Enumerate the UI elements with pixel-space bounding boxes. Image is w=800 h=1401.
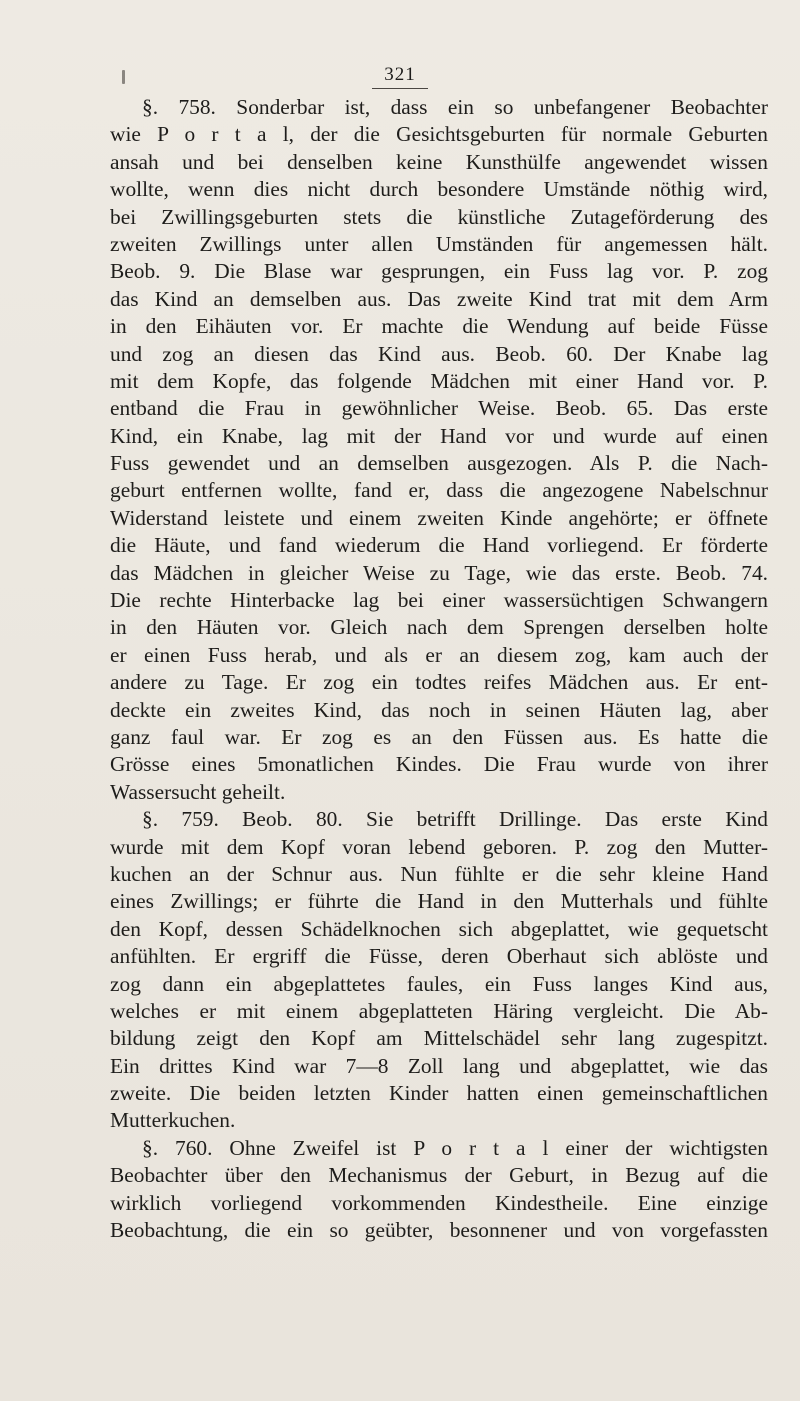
- print-speck: [122, 70, 125, 84]
- text-line: mit dem Kopfe, das folgende Mädchen mit einer Hand vor. P.: [110, 368, 768, 393]
- text-line: wie P o r t a l, der die Gesichtsgeburten für normale Geburten: [110, 122, 768, 147]
- text-line: zweite. Die beiden letzten Kinder hatten einen gemeinschaftlichen: [110, 1081, 768, 1106]
- text-line: Beob. 9. Die Blase war gesprungen, ein Fuss lag vor. P. zog: [110, 259, 768, 284]
- text-line: ganz faul war. Er zog es an den Füssen aus. Es hatte die: [110, 724, 768, 749]
- text-line: den Kopf, dessen Schädelknochen sich abgeplattet, wie gequetscht: [110, 916, 768, 941]
- text-line: kuchen an der Schnur aus. Nun fühlte er die sehr kleine Hand: [110, 861, 768, 886]
- text-line: andere zu Tage. Er zog ein todtes reifes Mädchen aus. Er ent-: [110, 670, 768, 695]
- text-line: in den Eihäuten vor. Er machte die Wendung auf beide Füsse: [110, 314, 768, 339]
- text-line: bei Zwillingsgeburten stets die künstliche Zutageförderung des: [110, 204, 768, 229]
- text-line: welches er mit einem abgeplatteten Häring vergleicht. Die Ab-: [110, 998, 768, 1023]
- text-line: wurde mit dem Kopf voran lebend geboren. P. zog den Mutter-: [110, 834, 768, 859]
- text-line: Kind, ein Knabe, lag mit der Hand vor und wurde auf einen: [110, 423, 768, 448]
- text-line: die Häute, und fand wiederum die Hand vorliegend. Er förderte: [110, 533, 768, 558]
- text-line: anfühlten. Er ergriff die Füsse, deren Oberhaut sich ablöste und: [110, 944, 768, 969]
- text-line: Die rechte Hinterbacke lag bei einer wassersüchtigen Schwangern: [110, 588, 768, 613]
- text-line: Wassersucht geheilt.: [110, 779, 286, 804]
- text-line: Fuss gewendet und an demselben ausgezogen. Als P. die Nach-: [110, 451, 768, 476]
- text-line: zweiten Zwillings unter allen Umständen für angemessen hält.: [110, 231, 768, 256]
- text-line: §. 759. Beob. 80. Sie betrifft Drillinge. Das erste Kind: [142, 807, 768, 832]
- text-line: geburt entfernen wollte, fand er, dass die angezogene Nabelschnur: [110, 478, 768, 503]
- text-line: und zog an diesen das Kind aus. Beob. 60. Der Knabe lag: [110, 341, 768, 366]
- text-line: Beobachter über den Mechanismus der Geburt, in Bezug auf die: [110, 1163, 768, 1188]
- page-number: 321: [384, 64, 416, 85]
- text-line: das Kind an demselben aus. Das zweite Kind trat mit dem Arm: [110, 286, 768, 311]
- text-line: bildung zeigt den Kopf am Mittelschädel sehr lang zugespitzt.: [110, 1026, 768, 1051]
- text-line: §. 760. Ohne Zweifel ist P o r t a l einer der wichtigsten: [142, 1135, 768, 1160]
- text-line: Mutterkuchen.: [110, 1108, 236, 1133]
- text-line: zog dann ein abgeplattetes faules, ein Fuss langes Kind aus,: [110, 971, 768, 996]
- text-line: wollte, wenn dies nicht durch besondere Umstände nöthig wird,: [110, 177, 768, 202]
- text-line: wirklich vorliegend vorkommenden Kindestheile. Eine einzige: [110, 1190, 768, 1215]
- page-number-rule: [372, 88, 428, 89]
- text-line: Grösse eines 5monatlichen Kindes. Die Frau wurde von ihrer: [110, 752, 768, 777]
- text-line: eines Zwillings; er führte die Hand in den Mutterhals und fühlte: [110, 889, 768, 914]
- text-line: Ein drittes Kind war 7—8 Zoll lang und abgeplattet, wie das: [110, 1053, 768, 1078]
- text-line: entband die Frau in gewöhnlicher Weise. Beob. 65. Das erste: [110, 396, 768, 421]
- text-line: das Mädchen in gleicher Weise zu Tage, wie das erste. Beob. 74.: [110, 560, 768, 585]
- text-line: in den Häuten vor. Gleich nach dem Sprengen derselben holte: [110, 615, 768, 640]
- text-line: er einen Fuss herab, und als er an diesem zog, kam auch der: [110, 642, 768, 667]
- text-line: deckte ein zweites Kind, das noch in seinen Häuten lag, aber: [110, 697, 768, 722]
- text-line: Widerstand leistete und einem zweiten Kinde angehörte; er öffnete: [110, 505, 768, 530]
- text-line: Beobachtung, die ein so geübter, besonnener und von vorgefassten: [110, 1218, 768, 1243]
- text-line: §. 758. Sonderbar ist, dass ein so unbefangener Beobachter: [142, 95, 768, 119]
- text-line: ansah und bei denselben keine Kunsthülfe angewendet wissen: [110, 149, 768, 174]
- body-text: [110, 94, 768, 1244]
